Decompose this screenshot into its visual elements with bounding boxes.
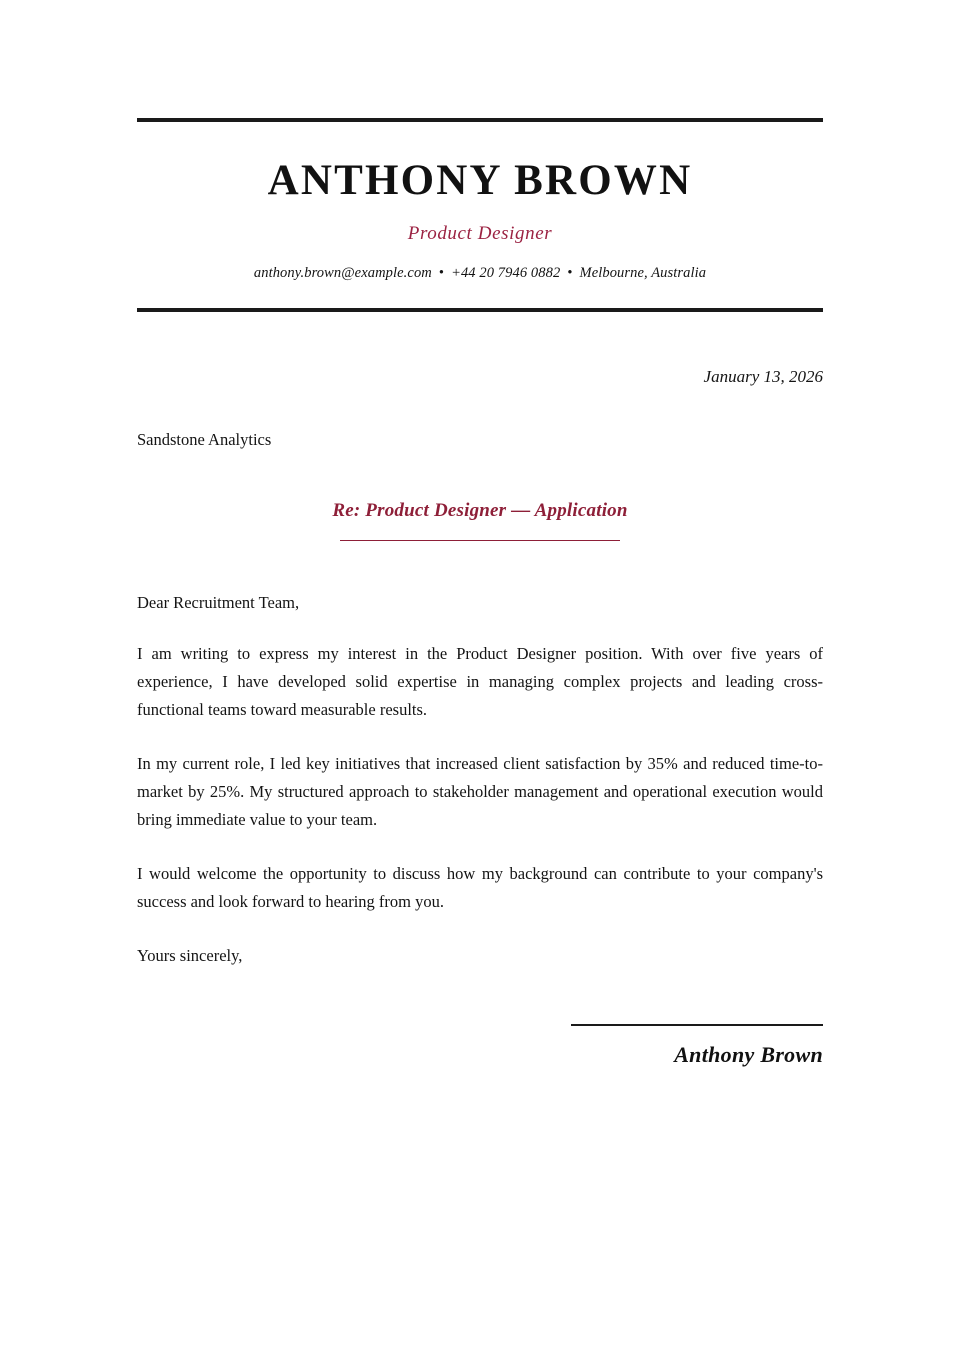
letterhead-top-rule <box>137 118 823 122</box>
contact-separator-1: • <box>438 265 445 282</box>
letterhead <box>137 0 823 312</box>
contact-line <box>137 265 823 282</box>
subject-block <box>137 500 823 541</box>
signature-block <box>137 1024 823 1068</box>
letterhead-bottom-rule <box>137 308 823 312</box>
letter-date: January 13, 2026 <box>703 367 823 387</box>
body-paragraph: I would welcome the opportunity to discuss how my background can contribute to your company's success and look forward to hearing from you. <box>137 864 823 912</box>
closing-line: Yours sincerely, <box>137 945 243 965</box>
contact-email: anthony.brown@example.com <box>253 265 432 282</box>
page-title: ANTHONY BROWN <box>267 157 693 204</box>
salutation: Dear Recruitment Team, <box>137 593 300 613</box>
subject-underline <box>340 540 620 541</box>
signature-name: Anthony Brown <box>674 1041 823 1067</box>
letterhead-spacer <box>137 282 823 308</box>
recipient-name: Sandstone Analytics <box>137 430 272 450</box>
contact-separator-2: • <box>567 265 573 282</box>
subject-line: Re: Product Designer — Application <box>332 500 628 522</box>
body-paragraph: I am writing to express my interest in the Product Designer position. With over five years of experience, I have developed solid expertise in managing complex projects and leading cross-functional teams toward measurable results. <box>137 644 823 719</box>
letter-content <box>137 0 823 1068</box>
body-paragraph: In my current role, I led key initiatives that increased client satisfaction by 35% and reduced time-to-market by 25%. My structured approach to stakeholder management and operational execution would bring immediate value to your team. <box>137 754 823 829</box>
contact-phone: +44 20 7946 0882 <box>451 265 561 282</box>
signature-line <box>571 1024 823 1026</box>
contact-location: Melbourne, Australia <box>579 265 707 282</box>
job-title: Product Designer <box>407 223 553 245</box>
